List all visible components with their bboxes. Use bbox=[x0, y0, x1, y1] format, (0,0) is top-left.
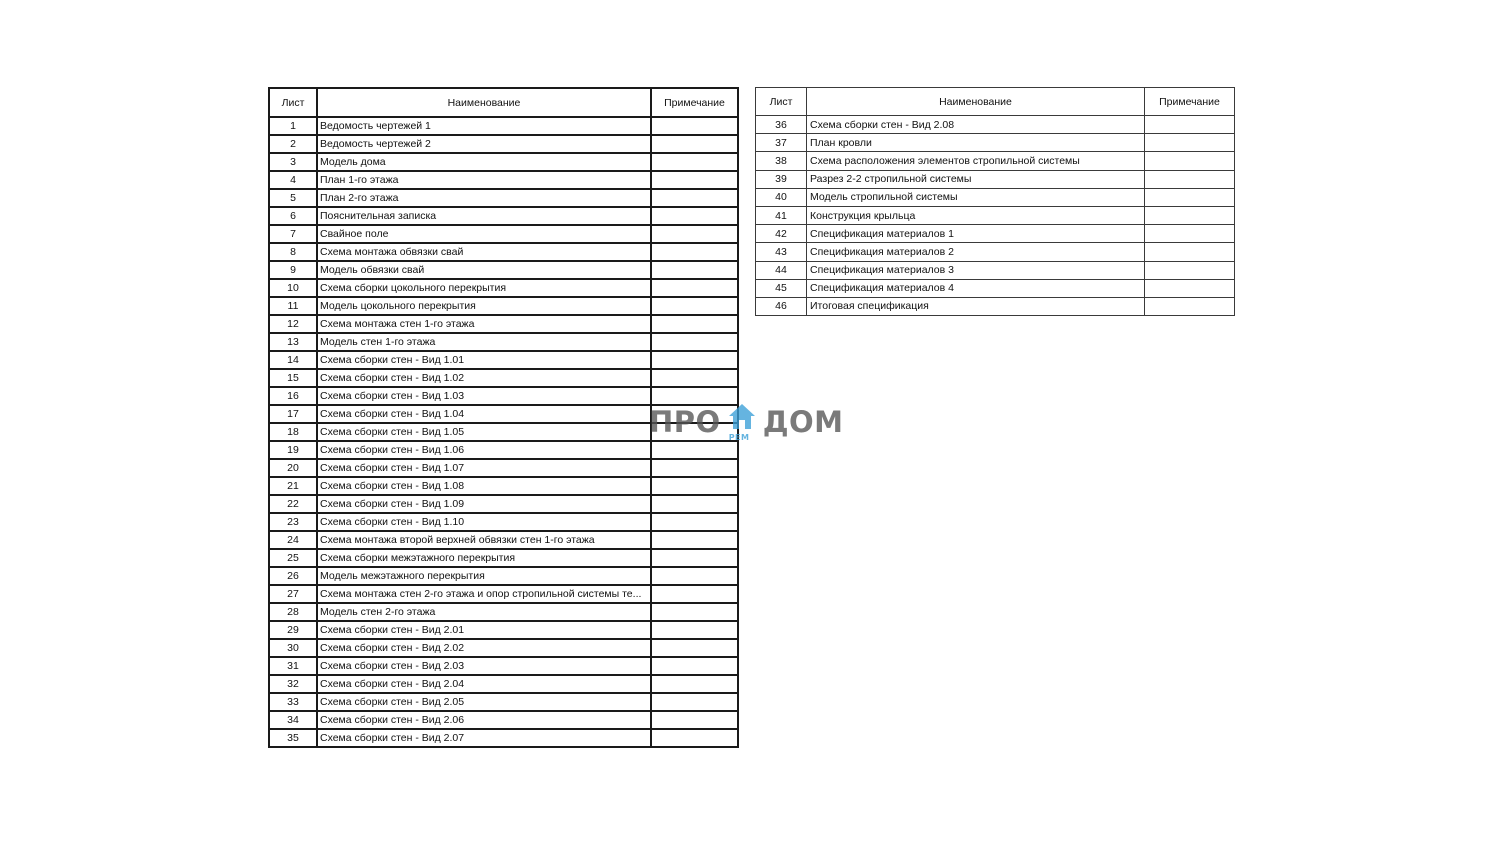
sheet-name-cell: Модель стен 1-го этажа bbox=[317, 333, 651, 351]
table-row bbox=[269, 549, 738, 567]
sheet-number-cell: 3 bbox=[269, 153, 317, 171]
sheet-name-cell: План 1-го этажа bbox=[317, 171, 651, 189]
sheet-number-cell: 39 bbox=[756, 170, 807, 188]
sheet-number-cell: 12 bbox=[269, 315, 317, 333]
sheet-name-cell: Схема сборки стен - Вид 2.01 bbox=[317, 621, 651, 639]
sheet-name-cell: Спецификация материалов 3 bbox=[807, 261, 1145, 279]
note-cell bbox=[651, 729, 738, 747]
sheet-number-cell: 38 bbox=[756, 152, 807, 170]
sheet-name-cell: Схема сборки стен - Вид 1.06 bbox=[317, 441, 651, 459]
sheet-name-cell: Схема сборки цокольного перекрытия bbox=[317, 279, 651, 297]
sheet-name-cell: Модель дома bbox=[317, 153, 651, 171]
table-row bbox=[269, 189, 738, 207]
note-cell bbox=[651, 477, 738, 495]
sheet-number-cell: 2 bbox=[269, 135, 317, 153]
table-header-row bbox=[269, 88, 738, 117]
note-cell bbox=[651, 567, 738, 585]
sheet-number-cell: 13 bbox=[269, 333, 317, 351]
watermark-sub-text: РЕМ bbox=[728, 433, 750, 442]
sheet-number-cell: 9 bbox=[269, 261, 317, 279]
sheet-number-cell: 19 bbox=[269, 441, 317, 459]
table-row bbox=[269, 315, 738, 333]
sheet-name-cell: План 2-го этажа bbox=[317, 189, 651, 207]
table-row bbox=[756, 188, 1235, 206]
table-row bbox=[269, 585, 738, 603]
sheet-name-cell: Схема сборки стен - Вид 2.05 bbox=[317, 693, 651, 711]
table-row bbox=[269, 351, 738, 369]
note-cell bbox=[651, 261, 738, 279]
note-cell bbox=[651, 675, 738, 693]
sheet-name-cell: План кровли bbox=[807, 134, 1145, 152]
sheet-number-cell: 4 bbox=[269, 171, 317, 189]
sheet-name-cell: Спецификация материалов 4 bbox=[807, 279, 1145, 297]
sheet-name-cell: Конструкция крыльца bbox=[807, 206, 1145, 224]
sheet-name-cell: Схема сборки стен - Вид 2.06 bbox=[317, 711, 651, 729]
table-row bbox=[756, 206, 1235, 224]
table-row bbox=[269, 567, 738, 585]
sheet-name-cell: Схема сборки стен - Вид 1.08 bbox=[317, 477, 651, 495]
table-row bbox=[269, 207, 738, 225]
table-row bbox=[756, 261, 1235, 279]
sheet-name-cell: Схема сборки стен - Вид 1.02 bbox=[317, 369, 651, 387]
note-cell bbox=[651, 225, 738, 243]
note-cell bbox=[651, 207, 738, 225]
table-row bbox=[756, 170, 1235, 188]
sheet-number-cell: 18 bbox=[269, 423, 317, 441]
note-cell bbox=[651, 459, 738, 477]
note-cell bbox=[1145, 188, 1235, 206]
note-cell bbox=[651, 171, 738, 189]
sheet-name-cell: Схема сборки стен - Вид 1.01 bbox=[317, 351, 651, 369]
sheet-name-cell: Схема сборки стен - Вид 2.04 bbox=[317, 675, 651, 693]
sheet-number-cell: 24 bbox=[269, 531, 317, 549]
watermark-logo bbox=[649, 401, 844, 443]
note-cell bbox=[651, 621, 738, 639]
sheet-number-cell: 1 bbox=[269, 117, 317, 135]
table-row bbox=[269, 261, 738, 279]
sheet-name-cell: Модель стен 2-го этажа bbox=[317, 603, 651, 621]
note-cell bbox=[1145, 134, 1235, 152]
sheet-name-cell: Схема монтажа стен 1-го этажа bbox=[317, 315, 651, 333]
header-name: Наименование bbox=[807, 88, 1145, 116]
sheet-number-cell: 7 bbox=[269, 225, 317, 243]
sheet-number-cell: 44 bbox=[756, 261, 807, 279]
table-row bbox=[756, 152, 1235, 170]
note-cell bbox=[651, 585, 738, 603]
table-row bbox=[269, 657, 738, 675]
sheet-name-cell: Схема монтажа стен 2-го этажа и опор стропильной системы те... bbox=[317, 585, 651, 603]
note-cell bbox=[651, 639, 738, 657]
sheet-number-cell: 10 bbox=[269, 279, 317, 297]
note-cell bbox=[1145, 225, 1235, 243]
note-cell bbox=[1145, 116, 1235, 134]
sheet-number-cell: 16 bbox=[269, 387, 317, 405]
note-cell bbox=[651, 351, 738, 369]
table-row bbox=[756, 279, 1235, 297]
sheet-number-cell: 40 bbox=[756, 188, 807, 206]
sheet-name-cell: Схема сборки стен - Вид 2.08 bbox=[807, 116, 1145, 134]
table-row bbox=[269, 477, 738, 495]
table-row bbox=[269, 513, 738, 531]
sheet-number-cell: 37 bbox=[756, 134, 807, 152]
table-row bbox=[756, 116, 1235, 134]
sheet-name-cell: Модель межэтажного перекрытия bbox=[317, 567, 651, 585]
sheet-name-cell: Пояснительная записка bbox=[317, 207, 651, 225]
note-cell bbox=[1145, 261, 1235, 279]
sheet-number-cell: 30 bbox=[269, 639, 317, 657]
table-row bbox=[269, 693, 738, 711]
header-note: Примечание bbox=[1145, 88, 1235, 116]
sheet-name-cell: Схема сборки стен - Вид 2.03 bbox=[317, 657, 651, 675]
note-cell bbox=[1145, 206, 1235, 224]
note-cell bbox=[651, 333, 738, 351]
sheet-name-cell: Ведомость чертежей 2 bbox=[317, 135, 651, 153]
sheet-number-cell: 42 bbox=[756, 225, 807, 243]
sheet-name-cell: Схема сборки межэтажного перекрытия bbox=[317, 549, 651, 567]
table-row bbox=[756, 134, 1235, 152]
table-body bbox=[756, 116, 1235, 316]
note-cell bbox=[1145, 243, 1235, 261]
table-row bbox=[756, 243, 1235, 261]
drawing-register-table-right bbox=[755, 87, 1235, 316]
sheet-name-cell: Модель обвязки свай bbox=[317, 261, 651, 279]
sheet-number-cell: 45 bbox=[756, 279, 807, 297]
note-cell bbox=[651, 297, 738, 315]
table-row bbox=[269, 279, 738, 297]
sheet-number-cell: 35 bbox=[269, 729, 317, 747]
sheet-number-cell: 15 bbox=[269, 369, 317, 387]
table-row bbox=[269, 495, 738, 513]
note-cell bbox=[651, 711, 738, 729]
sheet-name-cell: Схема монтажа второй верхней обвязки стен 1-го этажа bbox=[317, 531, 651, 549]
note-cell bbox=[651, 189, 738, 207]
sheet-number-cell: 6 bbox=[269, 207, 317, 225]
sheet-number-cell: 26 bbox=[269, 567, 317, 585]
sheet-number-cell: 20 bbox=[269, 459, 317, 477]
header-note: Примечание bbox=[651, 88, 738, 117]
sheet-name-cell: Схема сборки стен - Вид 1.03 bbox=[317, 387, 651, 405]
sheet-number-cell: 33 bbox=[269, 693, 317, 711]
sheet-number-cell: 5 bbox=[269, 189, 317, 207]
table-row bbox=[269, 729, 738, 747]
sheet-name-cell: Схема сборки стен - Вид 2.02 bbox=[317, 639, 651, 657]
note-cell bbox=[651, 693, 738, 711]
sheet-number-cell: 34 bbox=[269, 711, 317, 729]
table-header-row bbox=[756, 88, 1235, 116]
note-cell bbox=[651, 315, 738, 333]
note-cell bbox=[651, 495, 738, 513]
sheet-name-cell: Свайное поле bbox=[317, 225, 651, 243]
sheet-name-cell: Ведомость чертежей 1 bbox=[317, 117, 651, 135]
sheet-number-cell: 28 bbox=[269, 603, 317, 621]
sheet-name-cell: Спецификация материалов 2 bbox=[807, 243, 1145, 261]
table-row bbox=[269, 531, 738, 549]
note-cell bbox=[1145, 152, 1235, 170]
sheet-number-cell: 21 bbox=[269, 477, 317, 495]
sheet-number-cell: 32 bbox=[269, 675, 317, 693]
sheet-name-cell: Спецификация материалов 1 bbox=[807, 225, 1145, 243]
sheet-number-cell: 27 bbox=[269, 585, 317, 603]
sheet-name-cell: Схема монтажа обвязки свай bbox=[317, 243, 651, 261]
table-row bbox=[269, 117, 738, 135]
sheet-name-cell: Схема сборки стен - Вид 1.04 bbox=[317, 405, 651, 423]
note-cell bbox=[651, 243, 738, 261]
sheet-number-cell: 43 bbox=[756, 243, 807, 261]
sheet-number-cell: 22 bbox=[269, 495, 317, 513]
note-cell bbox=[651, 549, 738, 567]
note-cell bbox=[651, 135, 738, 153]
sheet-number-cell: 14 bbox=[269, 351, 317, 369]
sheet-name-cell: Модель цокольного перекрытия bbox=[317, 297, 651, 315]
table-row bbox=[269, 621, 738, 639]
table-row bbox=[269, 171, 738, 189]
note-cell bbox=[651, 279, 738, 297]
header-name: Наименование bbox=[317, 88, 651, 117]
note-cell bbox=[1145, 279, 1235, 297]
sheet-number-cell: 23 bbox=[269, 513, 317, 531]
table-row bbox=[756, 225, 1235, 243]
table-row bbox=[269, 675, 738, 693]
table-row bbox=[269, 459, 738, 477]
note-cell bbox=[651, 369, 738, 387]
watermark-right-text: ДОМ bbox=[762, 405, 844, 439]
note-cell bbox=[651, 513, 738, 531]
table-row bbox=[269, 639, 738, 657]
sheet-number-cell: 17 bbox=[269, 405, 317, 423]
table-row bbox=[269, 153, 738, 171]
note-cell bbox=[651, 153, 738, 171]
sheet-name-cell: Схема сборки стен - Вид 1.10 bbox=[317, 513, 651, 531]
sheet-name-cell: Схема расположения элементов стропильной системы bbox=[807, 152, 1145, 170]
sheet-number-cell: 25 bbox=[269, 549, 317, 567]
note-cell bbox=[651, 657, 738, 675]
note-cell bbox=[651, 603, 738, 621]
note-cell bbox=[651, 117, 738, 135]
table-row bbox=[269, 297, 738, 315]
sheet-number-cell: 36 bbox=[756, 116, 807, 134]
sheet-number-cell: 11 bbox=[269, 297, 317, 315]
table-row bbox=[269, 711, 738, 729]
house-icon bbox=[727, 402, 757, 442]
table-row bbox=[269, 603, 738, 621]
sheet-name-cell: Схема сборки стен - Вид 1.05 bbox=[317, 423, 651, 441]
table-row bbox=[269, 243, 738, 261]
sheet-name-cell: Схема сборки стен - Вид 2.07 bbox=[317, 729, 651, 747]
note-cell bbox=[651, 531, 738, 549]
sheet-name-cell: Модель стропильной системы bbox=[807, 188, 1145, 206]
note-cell bbox=[651, 441, 738, 459]
sheet-name-cell: Разрез 2-2 стропильной системы bbox=[807, 170, 1145, 188]
table-row bbox=[756, 297, 1235, 315]
header-sheet: Лист bbox=[756, 88, 807, 116]
table-row bbox=[269, 225, 738, 243]
table-row bbox=[269, 333, 738, 351]
sheet-name-cell: Схема сборки стен - Вид 1.09 bbox=[317, 495, 651, 513]
sheet-number-cell: 41 bbox=[756, 206, 807, 224]
table-row bbox=[269, 369, 738, 387]
sheet-name-cell: Схема сборки стен - Вид 1.07 bbox=[317, 459, 651, 477]
sheet-number-cell: 8 bbox=[269, 243, 317, 261]
sheet-number-cell: 29 bbox=[269, 621, 317, 639]
sheet-name-cell: Итоговая спецификация bbox=[807, 297, 1145, 315]
table-row bbox=[269, 441, 738, 459]
watermark-left-text: ПРО bbox=[649, 405, 721, 439]
sheet-number-cell: 46 bbox=[756, 297, 807, 315]
sheet-number-cell: 31 bbox=[269, 657, 317, 675]
note-cell bbox=[1145, 297, 1235, 315]
header-sheet: Лист bbox=[269, 88, 317, 117]
note-cell bbox=[1145, 170, 1235, 188]
table-row bbox=[269, 135, 738, 153]
